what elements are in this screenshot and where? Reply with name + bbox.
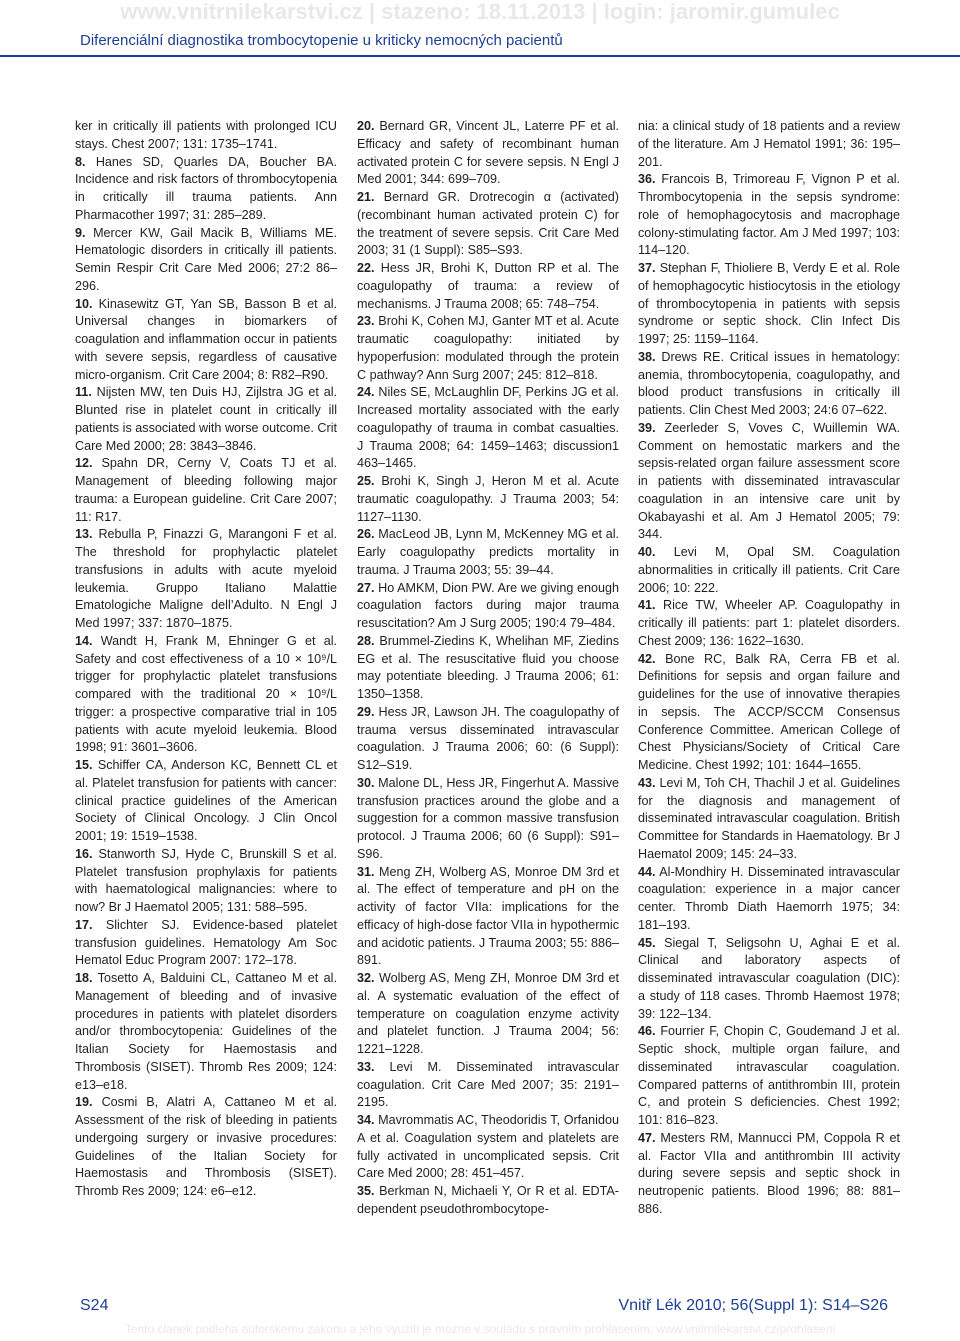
reference-entry — [638, 544, 900, 597]
reference-text: Cosmi B, Alatri A, Cattaneo M et al. Assessment of the risk of bleeding in patients undergoing surgery or invasive procedures: Guidelines of the Italian Society for Haemostasis and Thrombosis (SISET). Thromb Res 2009; 124: e6–e12. — [75, 1095, 338, 1198]
reference-number: 27. — [357, 580, 375, 595]
reference-text: Brohi K, Cohen MJ, Ganter MT et al. Acute traumatic coagulopathy: initiated by hypoperfusion: modulated through the protein C pathway? Ann Surg 2007; 245: 812–818. — [357, 314, 619, 382]
reference-text: MacLeod JB, Lynn M, McKenney MG et al. Early coagulopathy predicts mortality in trauma. J Trauma 2003; 55: 39–44. — [357, 527, 620, 577]
reference-entry — [638, 597, 900, 650]
reference-text: Stanworth SJ, Hyde C, Brunskill S et al. Platelet transfusion prophylaxis for patients with haematological malignancies: where to now? Br J Haematol 2005; 131: 588–595. — [75, 846, 337, 914]
reference-entry — [357, 970, 619, 1059]
reference-number: 35. — [357, 1184, 375, 1198]
reference-entry — [638, 935, 900, 1024]
reference-text: Fourrier F, Chopin C, Goudemand J et al. Septic shock, multiple organ failure, and disseminated intravascular coagulation. Compared patterns of antithrombin III, protein C, and protein S deficiencies. Chest 1992; 101: 816–823. — [638, 1024, 901, 1127]
reference-number: 46. — [638, 1024, 656, 1039]
reference-number: 31. — [357, 864, 375, 879]
reference-entry — [638, 118, 900, 171]
reference-number: 33. — [357, 1059, 375, 1074]
reference-entry — [75, 296, 337, 385]
reference-number: 26. — [357, 527, 375, 542]
reference-entry — [75, 1094, 337, 1201]
reference-entry — [638, 651, 900, 775]
reference-number: 43. — [638, 775, 656, 790]
reference-number: 11. — [75, 385, 92, 400]
reference-number: 45. — [638, 935, 656, 950]
reference-text: Brohi K, Singh J, Heron M et al. Acute traumatic coagulopathy. J Trauma 2003; 54: 1127–1130. — [357, 474, 620, 524]
reference-number: 12. — [75, 456, 93, 471]
journal-citation: Vnitř Lék 2010; 56(Suppl 1): S14–S26 — [618, 1297, 888, 1314]
reference-text: Schiffer CA, Anderson KC, Bennett CL et al. Platelet transfusion for patients with cancer: clinical practice guidelines of the American Society of Clinical Oncology. J Clin Oncol 2001; 19: 1519–1538. — [75, 758, 337, 843]
watermark-top: www.vnitrnilekarstvi.cz | stazeno: 18.11.2013 | login: jaromir.gumulec — [120, 0, 840, 24]
reference-entry — [638, 1130, 900, 1219]
reference-entry — [357, 1183, 619, 1219]
reference-text: Stephan F, Thioliere B, Verdy E et al. Role of hemophagocytic histiocytosis in the etiology of thrombocytopenia in patients with sepsis syndrome or septic shock. Clin Infect Dis 1997; 25: 1159–1164. — [638, 261, 901, 346]
running-header-title: Diferenciální diagnostika trombocytopenie u kriticky nemocných pacientů — [80, 32, 563, 49]
reference-number: 24. — [357, 385, 375, 400]
reference-number: 19. — [75, 1095, 93, 1110]
reference-number: 30. — [357, 775, 375, 790]
reference-entry — [75, 118, 337, 154]
reference-number: 40. — [638, 545, 656, 559]
reference-text: Nijsten MW, ten Duis HJ, Zijlstra JG et al. Blunted rise in platelet count in critically ill patients is associated with worse outcome. Crit Care Med 2000; 28: 3843–3846. — [75, 385, 337, 453]
reference-number: 18. — [75, 971, 93, 985]
reference-entry — [357, 1059, 619, 1112]
reference-text: Mavrommatis AC, Theodoridis T, Orfanidou A et al. Coagulation system and platelets are fully activated in uncomplicated sepsis. Crit Care Med 2000; 28: 451–457. — [357, 1113, 619, 1181]
reference-entry — [357, 189, 619, 260]
reference-text: Niles SE, McLaughlin DF, Perkins JG et al. Increased mortality associated with the early coagulopathy of trauma in combat casualties. J Trauma 2008; 64: 1459–1463; discussion1 463–1465. — [357, 385, 619, 471]
reference-entry — [75, 757, 337, 846]
reference-entry — [357, 313, 619, 384]
reference-number: 17. — [75, 917, 93, 932]
reference-number: 8. — [75, 154, 86, 169]
reference-entry — [75, 970, 337, 1094]
reference-text: Malone DL, Hess JR, Fingerhut A. Massive transfusion practices around the globe and a suggestion for a common massive transfusion protocol. J Trauma 2006; 60 (6 Suppl): S91–S96. — [357, 775, 620, 861]
reference-text: Levi M, Opal SM. Coagulation abnormalities in critically ill patients. Crit Care 2006; 10: 222. — [638, 545, 900, 595]
reference-text: Spahn DR, Cerny V, Coats TJ et al. Management of bleeding following major trauma: a European guideline. Crit Care 2007; 11: R17. — [75, 456, 337, 524]
reference-entry — [75, 384, 337, 455]
reference-number: 21. — [357, 190, 375, 204]
reference-number: 47. — [638, 1130, 656, 1145]
reference-entry — [357, 260, 619, 313]
reference-entry — [357, 473, 619, 526]
reference-number: 10. — [75, 296, 93, 311]
reference-number: 13. — [75, 527, 93, 542]
reference-number: 15. — [75, 758, 93, 772]
reference-column-3 — [638, 118, 900, 1219]
reference-text: Levi M, Toh CH, Thachil J et al. Guidelines for the diagnosis and management of disseminated intravascular coagulation. British Committee for Standards in Haematology. Br J Haematol 2009; 145: 24–33. — [638, 775, 901, 861]
reference-entry — [357, 526, 619, 579]
reference-entry — [75, 455, 337, 526]
reference-entry — [357, 384, 619, 473]
reference-number: 42. — [638, 651, 656, 666]
page-number: S24 — [80, 1297, 109, 1314]
reference-text: Bernard GR, Vincent JL, Laterre PF et al. Efficacy and safety of recombinant human activated protein C for severe sepsis. N Engl J Med 2001; 344: 699–709. — [357, 119, 619, 187]
reference-text: Berkman N, Michaeli Y, Or R et al. EDTA-dependent pseudothrombocytope- — [357, 1184, 619, 1216]
reference-text: Zeerleder S, Voves C, Wuillemin WA. Comment on hemostatic markers and the sepsis-related organ failure assessment score in patients with disseminated intravascular coagulation in an intensive care unit by Okabayashi et al. Am J Hematol 2005; 79: 344. — [638, 420, 901, 542]
reference-text: Rebulla P, Finazzi G, Marangoni F et al. The threshold for prophylactic platelet transfusions in adults with acute myeloid leukemia. Gruppo Italiano Malattie Ematologiche Maligne dell’Adulto. N Engl J Med 1997; 337: 1870–1875. — [75, 527, 337, 630]
reference-number: 23. — [357, 314, 375, 329]
reference-entry — [357, 1112, 619, 1183]
reference-entry — [638, 171, 900, 260]
reference-number: 25. — [357, 474, 375, 488]
reference-column-1 — [75, 118, 337, 1201]
reference-text: Drews RE. Critical issues in hematology: anemia, thrombocytopenia, coagulopathy, and blood product transfusions in critically ill patients. Clin Chest Med 2003; 24:6 07–622. — [638, 349, 901, 417]
reference-entry — [638, 864, 900, 935]
header-rule — [0, 55, 960, 57]
reference-text: Bernard GR. Drotrecogin α (activated) (recombinant human activated protein C) for the treatment of severe sepsis. Crit Care Med 2003; 31 (1 Suppl): S85–S93. — [357, 190, 619, 258]
reference-entry — [357, 118, 619, 189]
reference-entry — [75, 154, 337, 225]
reference-text: Brummel-Ziedins K, Whelihan MF, Ziedins EG et al. The resuscitative fluid you choose may potentiate bleeding. J Trauma 2006; 61: 1350–1358. — [357, 633, 619, 701]
reference-column-2 — [357, 118, 619, 1219]
reference-entry — [638, 775, 900, 864]
reference-number: 38. — [638, 349, 656, 364]
reference-entry — [357, 633, 619, 704]
reference-text: Mesters RM, Mannucci PM, Coppola R et al. Factor VIIa and antithrombin III activity during severe sepsis and septic shock in neutropenic patients. Blood 1996; 88: 881–886. — [638, 1130, 901, 1216]
reference-number: 36. — [638, 172, 656, 187]
reference-text: Francois B, Trimoreau F, Vignon P et al. Thrombocytopenia in the sepsis syndrome: role of hemophagocytosis and macrophage colony-stimulating factor. Am J Med 1997; 103: 114–120. — [638, 172, 900, 258]
reference-number: 22. — [357, 261, 375, 275]
reference-entry — [75, 917, 337, 970]
reference-entry — [75, 846, 337, 917]
reference-entry — [357, 704, 619, 775]
reference-entry — [75, 633, 337, 757]
reference-number: 9. — [75, 225, 86, 240]
reference-number: 44. — [638, 864, 656, 879]
reference-entry — [638, 420, 900, 544]
reference-number: 29. — [357, 704, 375, 719]
reference-text: Meng ZH, Wolberg AS, Monroe DM 3rd et al. The effect of temperature and pH on the activity of factor VIIa: implications for the efficacy of high-dose factor VIIa in hypothermic and acidotic patients. J Trauma 2003; 55: 886–891. — [357, 864, 620, 968]
reference-text: Al-Mondhiry H. Disseminated intravascular coagulation: experience in a major cancer center. Thromb Diath Haemorrh 1975; 34: 181–193. — [638, 864, 900, 932]
reference-number: 39. — [638, 420, 656, 435]
reference-text: Siegal T, Seligsohn U, Aghai E et al. Clinical and laboratory aspects of disseminated intravascular coagulation (DIC): a study of 118 cases. Thromb Haemost 1978; 39: 122–134. — [638, 935, 901, 1021]
reference-text: Wandt H, Frank M, Ehninger G et al. Safety and cost effectiveness of a 10 × 10⁹/L trigger for prophylactic platelet transfusions compared with the traditional 20 × 10⁹/L trigger: a prospective comparative trial in 105 patients with acute myeloid leukemia. Blood 1998; 91: 3601–3606. — [75, 633, 338, 755]
reference-text: Tosetto A, Balduini CL, Cattaneo M et al. Management of bleeding and of invasive procedures in patients with platelet disorders and/or thrombocytopenia: Guidelines of the Italian Society for Haemostasis and Thrombosis (SISET). Thromb Res 2009; 124: e13–e18. — [75, 971, 337, 1092]
reference-number: 14. — [75, 633, 93, 648]
reference-text: Slichter SJ. Evidence-based platelet transfusion guidelines. Hematology Am Soc Hematol Educ Program 2007: 172–178. — [75, 917, 337, 968]
reference-entry — [638, 260, 900, 349]
reference-text: nia: a clinical study of 18 patients and a review of the literature. Am J Hematol 1991; 36: 195–201. — [638, 119, 900, 169]
reference-entry — [75, 225, 337, 296]
reference-text: Kinasewitz GT, Yan SB, Basson B et al. Universal changes in biomarkers of coagulation and inflammation occur in patients with severe sepsis, regardless of causative micro-organism. Crit Care 2004; 8: R82–R90. — [75, 296, 337, 382]
reference-entry — [75, 526, 337, 633]
watermark-bottom: Tento clanek podleha autorskemu zakonu a jeho vyuziti je mozne v souladu s pravnim prohlasenim: www.vnitrnilekarstvi.cz/prohlaseni — [124, 1322, 836, 1336]
reference-number: 28. — [357, 633, 375, 648]
reference-entry — [357, 775, 619, 864]
reference-number: 34. — [357, 1113, 375, 1127]
reference-text: Hess JR, Brohi K, Dutton RP et al. The coagulopathy of trauma: a review of mechanisms. J Trauma 2008; 65: 748–754. — [357, 261, 619, 311]
reference-number: 20. — [357, 119, 375, 133]
reference-number: 41. — [638, 598, 656, 613]
reference-entry — [357, 580, 619, 633]
reference-text: Mercer KW, Gail Macik B, Williams ME. Hematologic disorders in critically ill patients. Semin Respir Crit Care Med 2006; 27:2 86–296. — [75, 225, 337, 293]
reference-text: Hanes SD, Quarles DA, Boucher BA. Incidence and risk factors of thrombocytopenia in critically ill trauma patients. Ann Pharmacother 1997; 31: 285–289. — [75, 154, 337, 222]
reference-text: Wolberg AS, Meng ZH, Monroe DM 3rd et al. A systematic evaluation of the effect of temperature on coagulation enzyme activity and platelet function. J Trauma 2004; 56: 1221–1228. — [357, 971, 620, 1056]
reference-entry — [638, 1023, 900, 1130]
reference-number: 37. — [638, 261, 656, 275]
reference-text: Hess JR, Lawson JH. The coagulopathy of trauma versus disseminated intravascular coagulation. J Trauma 2006; 60: (6 Suppl): S12–S19. — [357, 704, 620, 772]
reference-text: ker in critically ill patients with prolonged ICU stays. Chest 2007; 131: 1735–1741. — [75, 119, 337, 151]
reference-text: Ho AMKM, Dion PW. Are we giving enough coagulation factors during major trauma resuscitation? Am J Surg 2005; 190:4 79–484. — [357, 580, 619, 630]
reference-entry — [638, 349, 900, 420]
reference-text: Levi M. Disseminated intravascular coagulation. Crit Care Med 2007; 35: 2191–2195. — [357, 1059, 620, 1110]
reference-text: Rice TW, Wheeler AP. Coagulopathy in critically ill patients: part 1: platelet disorders. Chest 2009; 136: 1622–1630. — [638, 598, 901, 648]
reference-number: 32. — [357, 971, 375, 985]
reference-text: Bone RC, Balk RA, Cerra FB et al. Definitions for sepsis and organ failure and guidelines for the use of innovative therapies in sepsis. The ACCP/SCCM Consensus Conference Committee. American College of Chest Physicians/Society of Critical Care Medicine. Chest 1992; 101: 1644–1655. — [638, 651, 900, 772]
reference-number: 16. — [75, 846, 93, 861]
reference-entry — [357, 864, 619, 971]
